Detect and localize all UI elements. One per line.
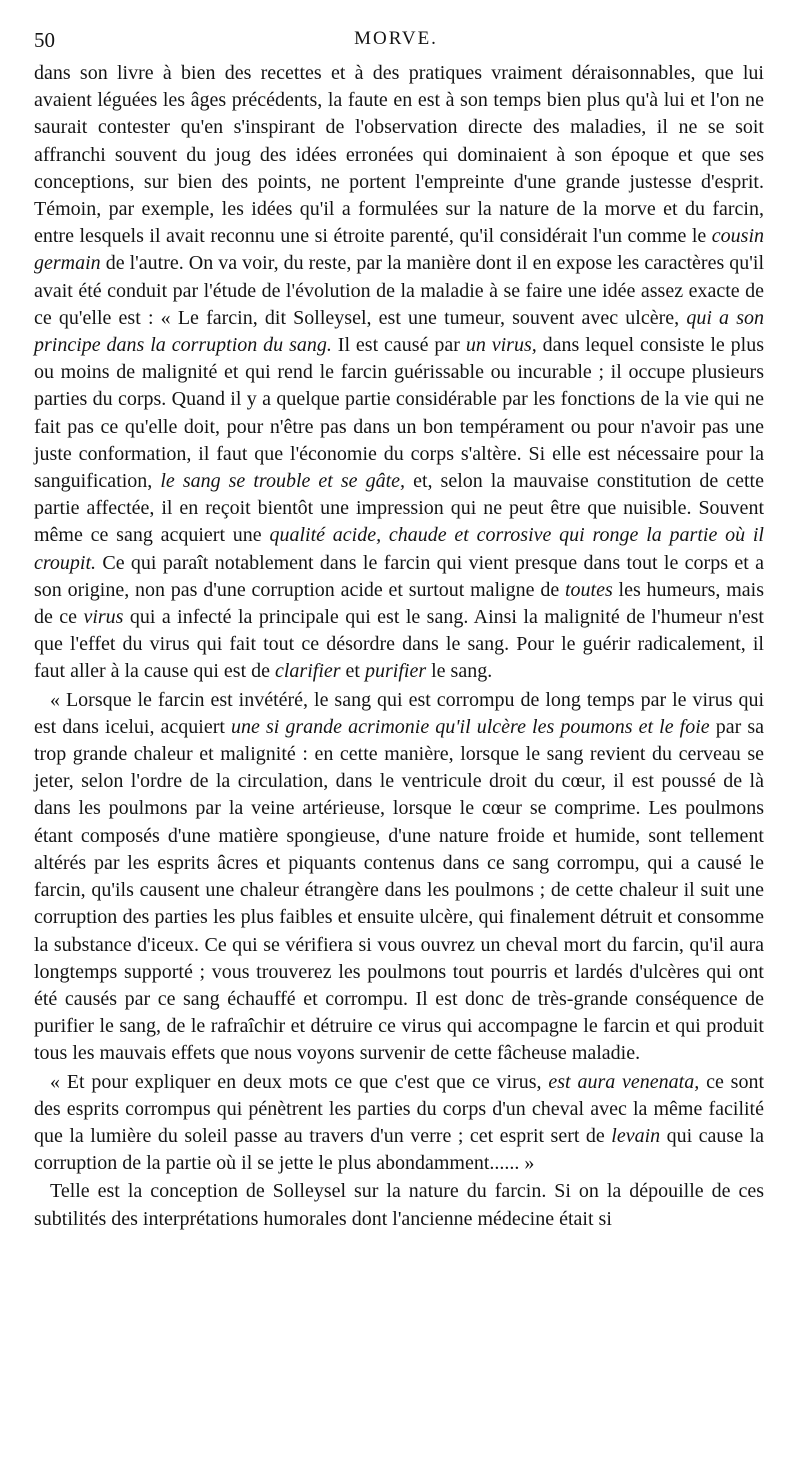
italic-text: qui a son principe dans la corruption du sang. xyxy=(34,306,765,357)
text-run: dans lequel consiste le plus ou moins de malignité et qui rend le farcin guérissable ou incurable ; il occupe plusieurs parties du corps. Quand il y a quelque partie considérable par les fonctions de la vie qui ne fait pas ce qu'elle doit, pour n'être pas dans un bon tempérament ou pour n'avoir pas une juste conformation, il faut que l'économie du corps s'altère. Si elle est nécessaire pour la sanguification, xyxy=(34,334,765,493)
text-run: dans son livre à bien des recettes et à des pratiques vraiment déraisonnables, que lui avaient léguées les âges précédents, la faute en est à son temps bien plus qu'à lui et l'on ne saurait contester qu'en s'inspirant de l'observation directe des maladies, il ne se soit affranchi souvent du joug des idées erronées qui dominaient à son époque et que ses conceptions, sur bien des points, ne portent l'empreinte d'une grande justesse d'esprit. Témoin, par exemple, les idées qu'il a formulées sur la nature de la morve et du farcin, entre lesquels il avait reconnu une si étroite parenté, qu'il considérait l'un comme le xyxy=(34,62,764,248)
text-run: ce sont des esprits corrompus qui pénètrent les parties du corps d'un cheval avec la même facilité que la lumière du soleil passe au travers d'un verre ; cet esprit sert de xyxy=(34,1070,765,1147)
italic-text: qualité acide, chaude et corrosive qui ronge la partie où il croupit. xyxy=(34,524,764,574)
text-run: les humeurs, mais de ce xyxy=(34,578,764,629)
italic-text: une si grande acrimonie qu'il ulcère les poumons et le foie xyxy=(231,715,710,738)
text-run: qui a infecté la principale qui est le sang. Ainsi la malignité de l'humeur n'est que l'effet du virus qui fait tout ce désordre dans le sang. Pour le guérir radicalement, il faut aller à la cause qui est de xyxy=(34,606,764,683)
text-run: « Et pour expliquer en deux mots ce que c'est que ce virus, xyxy=(50,1070,549,1093)
text-run: et, selon la mauvaise constitution de cette partie affectée, il en reçoit bientôt une impression qui ne peut être que nuisible. Souvent même ce sang acquiert une xyxy=(34,470,764,547)
italic-text: purifier xyxy=(364,660,427,683)
text-run: Il est causé par xyxy=(331,334,466,357)
italic-text: clarifier xyxy=(275,660,341,683)
paragraph-p2 xyxy=(34,687,764,1068)
text-run: le sang. xyxy=(426,660,493,683)
italic-text: le sang se trouble et se gâte, xyxy=(160,470,406,493)
italic-text: toutes xyxy=(564,578,613,601)
paragraph-p1 xyxy=(34,60,764,686)
text-run: « Lorsque le farcin est invétéré, le sang qui est corrompu de long temps par le virus qui est dans icelui, acquiert xyxy=(34,688,764,738)
text-run: Ce qui paraît notablement dans le farcin qui vient presque dans tout le corps et a son origine, non pas d'une corruption acide et surtout maligne de xyxy=(34,551,764,601)
text-run: par sa trop grande chaleur et malignité : en cette manière, lorsque le sang revient du cerveau se jeter, selon l'ordre de la circulation, dans le ventricule droit du cœur, il est poussé de là dans les poulmons par la veine artérieuse, lorsque le cœur se comprime. Les poulmons étant composés d'une matière spongieuse, d'une nature froide et humide, sont tellement altérés par les esprits âcres et piquants contenus dans ce sang corrompu, qui a causé le farcin, qu'ils causent une chaleur étrangère dans les poulmons ; de cette chaleur il suit une corruption des parties les plus faibles et ensuite ulcère, qui finalement détruit et consomme la substance d'iceux. Ce qui se vérifiera si vous ouvrez un cheval mort du farcin, qu'il aura longtemps supporté ; vous trouverez les poulmons tout pourris et lardés d'ulcères qui ont été causés par ce sang échauffé et corrompu. Il est donc de très-grande conséquence de purifier le sang, de le rafraîchir et détruire ce virus qui accompagne le farcin et qui produit tous les mauvais effets que nous voyons survenir de cette fâcheuse maladie. xyxy=(34,715,765,1065)
text-run: Telle est la conception de Solleysel sur la nature du farcin. Si on la dépouille de ces subtilités des interprétations humorales dont l'ancienne médecine était si xyxy=(34,1180,764,1230)
running-title: MORVE. xyxy=(354,28,438,49)
page-body xyxy=(34,60,764,1233)
italic-text: un virus, xyxy=(465,334,537,357)
paragraph-p3 xyxy=(34,1069,764,1178)
italic-text: est aura venenata, xyxy=(548,1070,700,1093)
italic-text: virus xyxy=(83,606,124,629)
page-number: 50 xyxy=(34,28,55,52)
text-run: de l'autre. On va voir, du reste, par la manière dont il en expose les caractères qu'il avait été conduit par l'étude de l'évolution de la maladie à se faire une idée assez exacte de ce qu'elle est : « Le farcin, dit Solleysel, est une tumeur, souvent avec ulcère, xyxy=(34,252,764,329)
italic-text: levain xyxy=(611,1124,661,1147)
page-header xyxy=(32,22,760,62)
text-run: qui cause la corruption de la partie où il se jette le plus abondamment...... » xyxy=(34,1124,765,1175)
italic-text: cousin germain xyxy=(34,225,764,275)
paragraph-p4 xyxy=(34,1178,764,1232)
text-run: et xyxy=(340,660,365,683)
